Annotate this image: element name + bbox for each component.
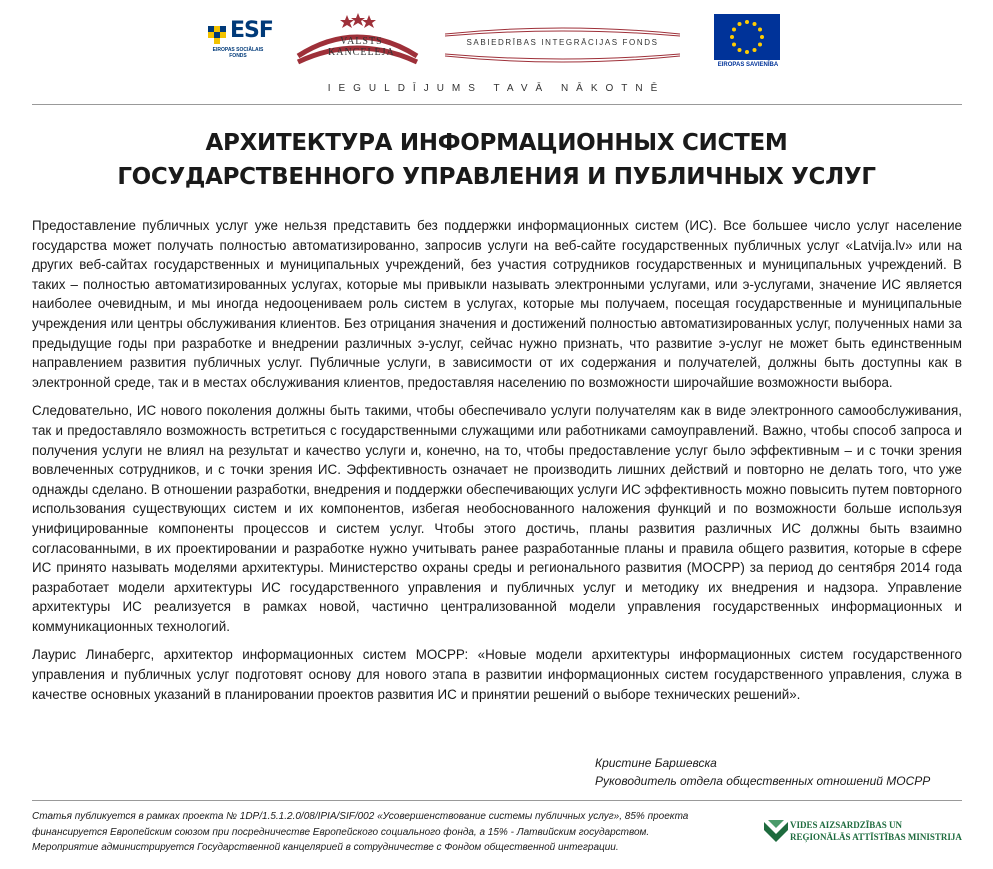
footer-line-1: Статья публикуется в рамках проекта № 1DP/1.5.1.2.0/08/IPIA/SIF/002 «Усовершенствование системы публичных услуг», 85% проекта [32,811,689,822]
ministry-name [790,819,962,843]
paragraph-2: Следовательно, ИС нового поколения должны быть такими, чтобы обеспечивало услуги получателям как в виде электронного самообслуживания, так и предоставляло возможность встретиться с государственными служащими или работниками самоуправлений. Важно, чтобы способ запроса и получения услуги не влиял на результат и качество услуги и, конечно, на то, чтобы предоставление услуг было эффективным – и с точки зрения вовлеченных сотрудников, и с точки зрения ИС. Эффективность означает не производить лишних действий и повторно не делать того, что уже однажды сделано. В отношении разработки, внедрения и поддержки обеспечивающих услуги ИС эффективность можно повысить путем повторного использования существующих систем и их компонентов, избегая необоснованного наложения функций и по возможности больше используя унифицированные компоненты процессов и систем услуг. Чтобы этого достичь, планы развития различных ИС должны быть взаимно согласованными, в их проектировании и разработке нужно учитывать ранее разработанные планы и правила общего развития, которые в сфере ИС принято называть моделями архитектуры. Министерство охраны среды и регионального развития (МОСРР) за период до сентября 2014 года разработает модели архитектуры ИС государственного управления и публичных услуг и методику их внедрения и надзора. Управление архитектуры ИС реализуется в рамках новой, частично централизованной модели управления государственных информационных и коммуникационных технологий. [32,403,962,634]
eu-logo [712,14,784,76]
esf-mark-icon [208,22,230,44]
esf-title: ESF [230,18,273,43]
article-body [32,216,962,713]
header-divider [32,104,962,105]
paragraph-3: Лаурис Линабергс, архитектор информационных систем МОСРР: «Новые модели архитектуры информационных систем государственного управления и публичных услуг подготовят основу для нового этапа в развитии информационных систем государственного управления, служа в качестве основных указаний в планировании проектов развития ИС и принятии решений о выборе технических решений». [32,647,962,702]
title-line-1: АРХИТЕКТУРА ИНФОРМАЦИОННЫХ СИСТЕМ [205,130,788,156]
logo-bar [200,12,800,77]
ministry-logo [764,818,974,848]
page-title [0,126,993,194]
valsts-kanceleja-name [328,36,395,58]
sif-logo [445,24,680,64]
signature-position: Руководитель отдела общественных отношений МОСРР [595,774,931,788]
ministry-emblem-icon [764,818,788,844]
ministry-line-1: VIDES AIZSARDZĪBAS UN [790,820,903,830]
valsts-kanceleja-line-1: VALSTS [340,36,383,47]
footer-divider [32,800,962,801]
esf-logo [208,18,273,68]
signature-name: Кристине Баршевска [595,756,717,770]
ministry-line-2: REĢIONĀLĀS ATTĪSTĪBAS MINISTRIJA [790,832,962,842]
footer-line-3: Мероприятие администрируется Государственной канцелярией в сотрудничестве с Фондом общественной интеграции. [32,842,619,853]
signature [595,754,930,790]
footer-line-2: финансируется Европейским союзом при посредничестве Европейского социального фонда, а 15% - Латвийским государством. [32,826,650,838]
tagline: IEGULDĪJUMS TAVĀ NĀKOTNĒ [327,83,666,94]
esf-subtitle: EIROPAS SOCIĀLAIS FONDS [212,47,264,59]
valsts-kanceleja-line-2: KANCELEJA [328,47,395,58]
paragraph-1: Предоставление публичных услуг уже нельзя представить без поддержки информационных систем (ИС). Все большее число услуг население государства может получать полностью автоматизированно, запросив услуги на веб-сайте государственных публичных услуг «Latvija.lv» или на других веб-сайтах государственных и муниципальных учреждений, без участия сотрудников государственных и муниципальных учреждений. В таких – полностью автоматизированных услугах, которые мы привыкли называть электронными услугами, или э-услугами, значение ИС является наиболее очевидным, и мы иногда недооцениваем роль систем в услугах, которые мы получаем, посещая государственные и муниципальные учреждения или центры обслуживания клиентов. Без отрицания значения и достижений полностью автоматизированных услуг, полученных нами за предыдущие годы при разработке и внедрении различных э-услуг, сейчас нужно признать, что развитие э-услуг не может быть единственным направлением развития публичных услуг. Публичные услуги, в зависимости от их содержания и получателей, должны быть доступны как в электронной среде, так и в местах обслуживания клиентов, предоставляя населению по возможности широчайшие возможности выбора. [32,218,962,390]
footer-note [32,809,752,856]
eu-name: EIROPAS SAVIENĪBA [717,62,779,68]
title-line-2: ГОСУДАРСТВЕННОГО УПРАВЛЕНИЯ И ПУБЛИЧНЫХ УСЛУГ [117,164,876,190]
eu-flag-icon [714,14,780,60]
sif-name: SABIEDRĪBAS INTEGRĀCIJAS FONDS [466,38,659,47]
valsts-kanceleja-logo [290,12,425,72]
